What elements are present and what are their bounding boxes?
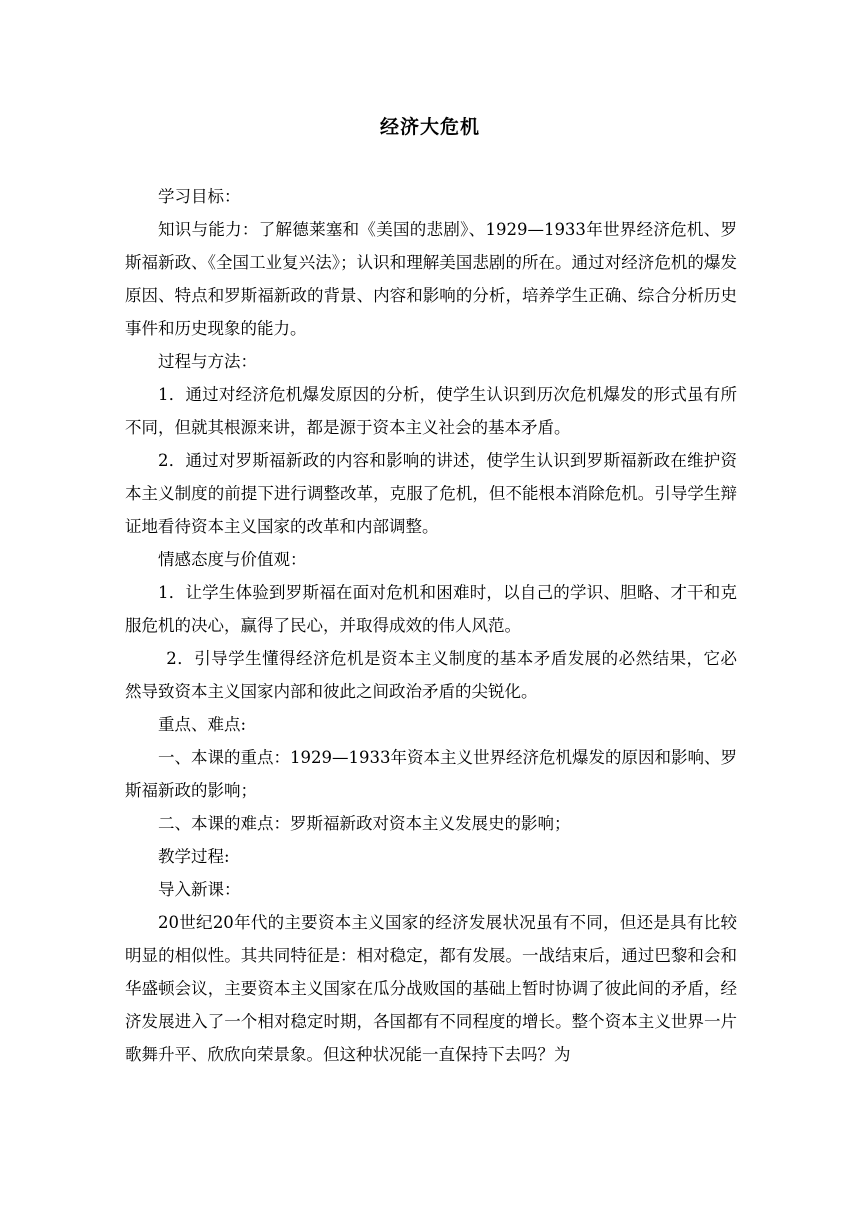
- paragraph-values-2: 2．引导学生懂得经济危机是资本主义制度的基本矛盾发展的必然结果，它必然导致资本主义国家内部和彼此之间政治矛盾的尖锐化。: [125, 649, 737, 701]
- paragraph-introduction-text: 20世纪20年代的主要资本主义国家的经济发展状况虽有不同，但还是具有比较明显的相似性。其共同特征是：相对稳定，都有发展。一战结束后，通过巴黎和会和华盛顿会议，主要资本主义国家在瓜分战败国的基础上暂时协调了彼此间的矛盾，经济发展进入了一个相对稳定时期，各国都有不同程度的增长。整个资本主义世界一片歌舞升平、欣欣向荣景象。但这种状况能一直保持下去吗？为: [125, 913, 737, 1064]
- paragraph-teaching-process-heading: 教学过程:: [158, 847, 230, 866]
- document-body: [125, 180, 737, 1071]
- paragraph-process-method-heading: 过程与方法：: [158, 352, 257, 371]
- paragraph-introduction-heading: 导入新课：: [158, 880, 241, 899]
- paragraph-key-point: 一、本课的重点：1929—1933年资本主义世界经济危机爆发的原因和影响、罗斯福新政的影响；: [125, 748, 737, 800]
- paragraph-process-1: 1．通过对经济危机爆发原因的分析，使学生认识到历次危机爆发的形式虽有所不同，但就其根源来讲，都是源于资本主义社会的基本矛盾。: [125, 385, 737, 437]
- paragraph-learning-goals-heading: 学习目标：: [158, 187, 241, 206]
- paragraph-values-heading: 情感态度与价值观：: [158, 550, 307, 569]
- document-title: 经济大危机: [379, 116, 480, 138]
- paragraph-values-1: 1．让学生体验到罗斯福在面对危机和困难时，以自己的学识、胆略、才干和克服危机的决心，赢得了民心，并取得成效的伟人风范。: [125, 583, 737, 635]
- paragraph-key-points-heading: 重点、难点:: [158, 715, 247, 734]
- paragraph-difficult-point: 二、本课的难点：罗斯福新政对资本主义发展史的影响；: [158, 814, 571, 833]
- paragraph-knowledge-ability: 知识与能力：了解德莱塞和《美国的悲剧》、1929—1933年世界经济危机、罗斯福新政、《全国工业复兴法》；认识和理解美国悲剧的所在。通过对经济危机的爆发原因、特点和罗斯福新政的背景、内容和影响的分析，培养学生正确、综合分析历史事件和历史现象的能力。: [125, 220, 737, 338]
- paragraph-process-2: 2．通过对罗斯福新政的内容和影响的讲述，使学生认识到罗斯福新政在维护资本主义制度的前提下进行调整改革，克服了危机，但不能根本消除危机。引导学生辩证地看待资本主义国家的改革和内部调整。: [125, 451, 737, 536]
